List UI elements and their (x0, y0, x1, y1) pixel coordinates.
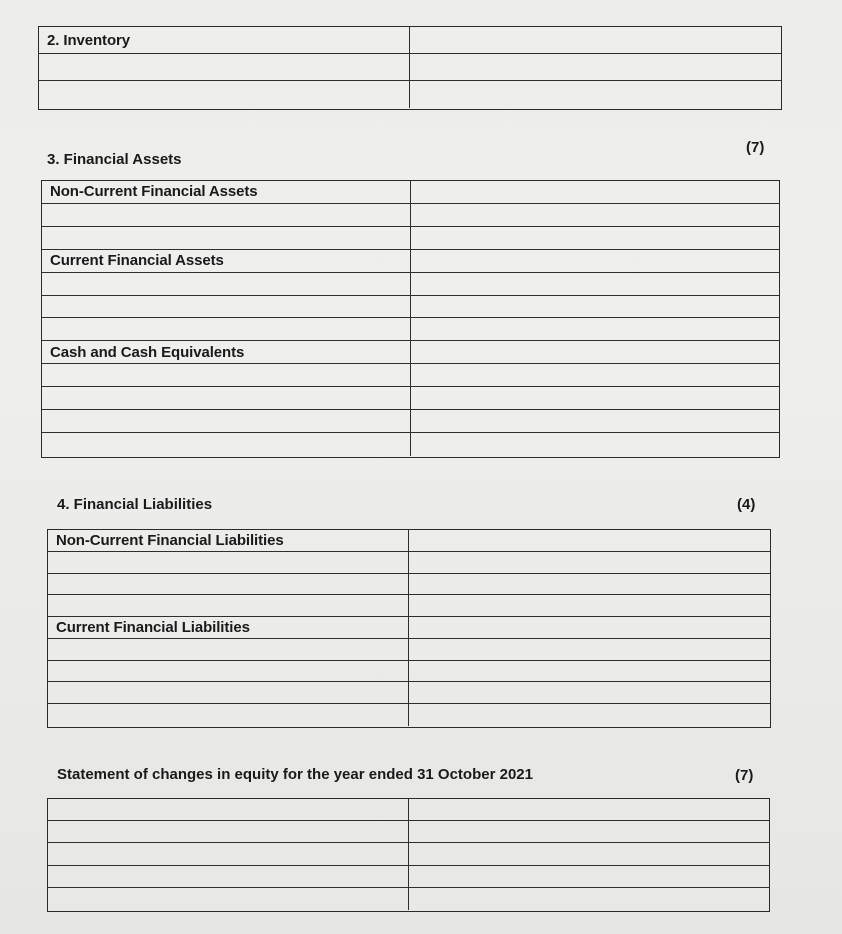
changes-in-equity-heading: Statement of changes in equity for the year ended 31 October 2021 (57, 766, 533, 783)
blank-cell (411, 387, 780, 409)
blank-cell (411, 181, 780, 203)
table-row (42, 273, 779, 296)
blank-cell (42, 204, 411, 226)
table-row (48, 843, 769, 865)
blank-cell (411, 296, 780, 318)
blank-cell (409, 821, 770, 842)
blank-cell (411, 273, 780, 295)
blank-cell (410, 27, 781, 53)
financial-liabilities-marks: (4) (737, 496, 756, 513)
row-label: Current Financial Assets (42, 250, 411, 272)
blank-cell (48, 704, 409, 726)
table-row (42, 296, 779, 319)
blank-cell (42, 296, 411, 318)
blank-cell (48, 866, 409, 887)
table-row (48, 639, 770, 661)
blank-cell (411, 227, 780, 249)
table-row (48, 704, 770, 726)
row-label: Cash and Cash Equivalents (42, 341, 411, 363)
blank-cell (42, 273, 411, 295)
blank-cell (42, 318, 411, 340)
table-row (42, 318, 779, 341)
row-label: Current Financial Liabilities (48, 617, 409, 638)
row-label: 2. Inventory (39, 27, 410, 53)
table-row (48, 574, 770, 596)
table-row (39, 54, 781, 81)
blank-cell (409, 574, 770, 595)
blank-cell (411, 204, 780, 226)
blank-cell (48, 888, 409, 910)
blank-cell (48, 799, 409, 820)
changes-in-equity-table (47, 798, 770, 912)
table-row (48, 821, 769, 843)
table-row (42, 227, 779, 250)
blank-cell (409, 843, 770, 864)
blank-cell (39, 54, 410, 80)
table-row (42, 341, 779, 364)
table-row (39, 81, 781, 108)
blank-cell (411, 250, 780, 272)
blank-cell (42, 387, 411, 409)
inventory-table (38, 26, 782, 110)
blank-cell (411, 410, 780, 432)
blank-cell (409, 595, 770, 616)
table-row (39, 27, 781, 54)
table-row (48, 661, 770, 683)
table-row (48, 799, 769, 821)
table-row (48, 682, 770, 704)
table-row (42, 410, 779, 433)
blank-cell (39, 81, 410, 108)
blank-cell (42, 410, 411, 432)
blank-cell (42, 433, 411, 456)
financial-assets-heading: 3. Financial Assets (47, 151, 182, 168)
blank-cell (409, 866, 770, 887)
table-row (48, 866, 769, 888)
blank-cell (48, 661, 409, 682)
blank-cell (409, 799, 770, 820)
blank-cell (409, 639, 770, 660)
blank-cell (409, 530, 770, 551)
table-row (42, 433, 779, 456)
table-row (42, 387, 779, 410)
table-row (42, 364, 779, 387)
blank-cell (48, 639, 409, 660)
blank-cell (411, 318, 780, 340)
row-label: Non-Current Financial Liabilities (48, 530, 409, 551)
financial-assets-table (41, 180, 780, 458)
table-row (48, 552, 770, 574)
table-row (48, 595, 770, 617)
blank-cell (409, 661, 770, 682)
blank-cell (48, 595, 409, 616)
blank-cell (409, 682, 770, 703)
table-row (42, 204, 779, 227)
blank-cell (48, 552, 409, 573)
table-row (48, 530, 770, 552)
blank-cell (411, 433, 780, 456)
table-row (48, 617, 770, 639)
row-label: Non-Current Financial Assets (42, 181, 411, 203)
blank-cell (409, 552, 770, 573)
financial-liabilities-table (47, 529, 771, 728)
blank-cell (409, 888, 770, 910)
blank-cell (411, 341, 780, 363)
blank-cell (410, 54, 781, 80)
blank-cell (48, 843, 409, 864)
financial-assets-marks: (7) (746, 139, 765, 156)
table-row (42, 181, 779, 204)
blank-cell (409, 617, 770, 638)
blank-cell (409, 704, 770, 726)
table-row (48, 888, 769, 910)
blank-cell (411, 364, 780, 386)
blank-cell (48, 682, 409, 703)
blank-cell (410, 81, 781, 108)
changes-in-equity-marks: (7) (735, 767, 754, 784)
blank-cell (42, 227, 411, 249)
blank-cell (48, 574, 409, 595)
financial-liabilities-heading: 4. Financial Liabilities (57, 496, 213, 513)
blank-cell (48, 821, 409, 842)
table-row (42, 250, 779, 273)
blank-cell (42, 364, 411, 386)
